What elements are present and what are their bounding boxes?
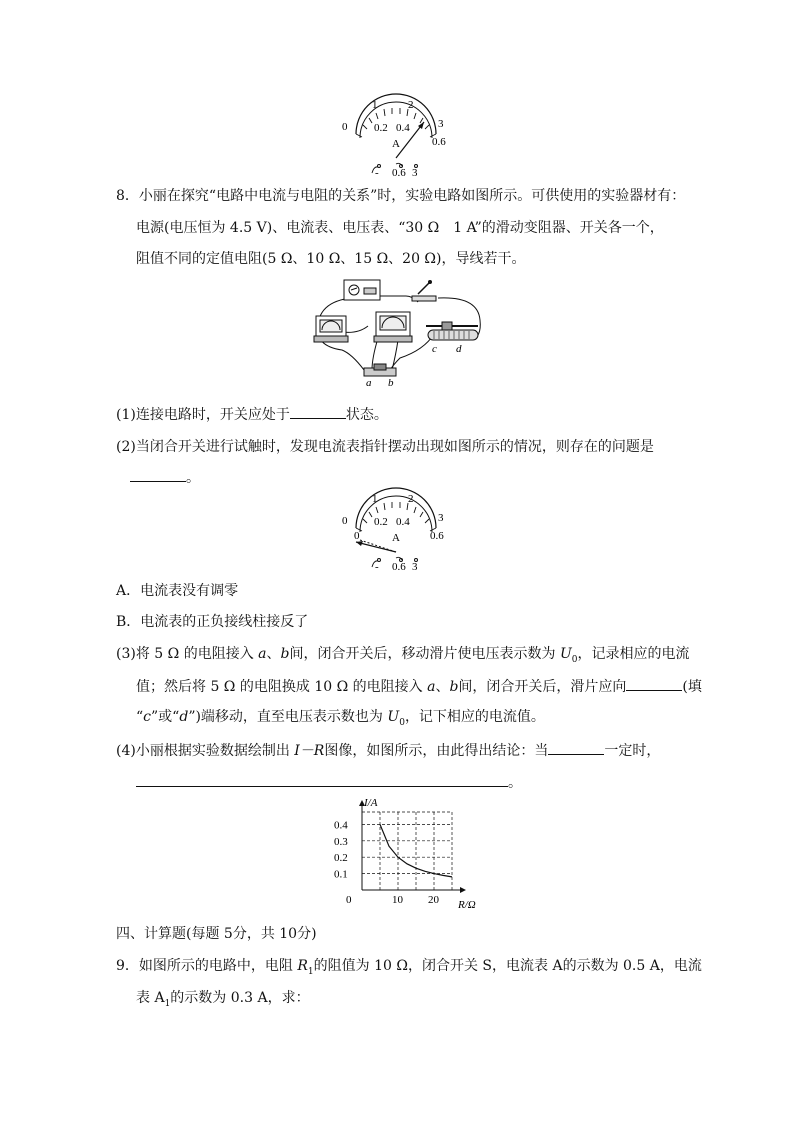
q8-part1: (1)连接电路时，开关应处于 状态。	[116, 404, 388, 425]
q8-part3-line3: “c”或“d”)端移动，直至电压表示数也为 $U_0$，记下相应的电流值。	[136, 709, 545, 728]
circuit-diagram	[302, 274, 488, 390]
unit-label: A	[392, 138, 400, 150]
q8-part2-answer: 。	[130, 467, 200, 488]
q8-part3-line1: (3)将 5 Ω 的电阻接入 a、b间，闭合开关后，移动滑片使电压表示数为 $U_0$，记录相应的电流	[116, 646, 690, 665]
scale-label-02: 0.2	[374, 122, 388, 134]
q8-part4-line1: (4)小丽根据实验数据绘制出 I－R图像，如图所示，由此得出结论：当 一定时，	[116, 740, 660, 761]
ammeter-reversed-figure	[336, 490, 456, 572]
q8-part3-line2: 值；然后将 5 Ω 的电阻换成 10 Ω 的电阻接入 a、b间，闭合开关后，滑片应向 (填	[136, 676, 702, 697]
q8-intro-line3: 阻值不同的定值电阻(5 Ω、10 Ω、15 Ω、20 Ω)，导线若干。	[136, 251, 526, 267]
answer-blank-1[interactable]	[290, 404, 346, 419]
q8-intro-line2: 电源(电压恒为 4.5 V)、电流表、电压表、“30 Ω 1 A”的滑动变阻器、开关各一个，	[136, 220, 664, 236]
q8-part2: (2)当闭合开关进行试触时，发现电流表指针摆动出现如图所示的情况，则存在的问题是	[116, 439, 654, 455]
scale-label-1: 1	[372, 493, 378, 505]
y-tick-label: 0.2	[334, 852, 348, 865]
option-a: A．电流表没有调零	[116, 583, 239, 599]
scale-label-0: 0	[342, 515, 348, 527]
zero-label: 0	[354, 530, 360, 542]
terminal-3: 3	[412, 167, 418, 179]
terminal-06: 0.6	[392, 561, 406, 573]
q9-line2: 表 $A_1$的示数为 0.3 A，求：	[136, 990, 310, 1009]
q9-line1: 9．如图所示的电路中，电阻 $R_1$的阻值为 10 Ω，闭合开关 S，电流表 A的示数为 0.5 A，电流	[116, 958, 702, 977]
q8-part4-line2: 。	[136, 772, 522, 793]
scale-label-2: 2	[408, 99, 414, 111]
section-4-title: 四、计算题(每题 5分，共 10分)	[116, 926, 317, 942]
y-tick-label: 0.1	[334, 868, 348, 881]
label-c: c	[432, 343, 437, 355]
terminal-06: 0.6	[392, 167, 406, 179]
i-r-chart	[322, 796, 476, 914]
answer-blank-2[interactable]	[130, 467, 186, 482]
answer-blank-5[interactable]	[136, 772, 508, 787]
y-axis-label: I/A	[364, 797, 378, 809]
label-a: a	[366, 377, 372, 389]
scale-label-0: 0	[342, 121, 348, 133]
scale-label-06: 0.6	[432, 136, 446, 148]
x-axis-arrow	[460, 887, 466, 893]
scale-label-3: 3	[438, 118, 444, 130]
option-b: B．电流表的正负接线柱接反了	[116, 614, 309, 630]
q8-intro-line1: 8．小丽在探究“电路中电流与电阻的关系”时，实验电路如图所示。可供使用的实验器材有：	[116, 188, 686, 204]
scale-label-3: 3	[438, 512, 444, 524]
answer-blank-3[interactable]	[626, 676, 682, 691]
x-tick-label: 10	[392, 894, 403, 906]
y-tick-label: 0.4	[334, 819, 348, 832]
scale-label-2: 2	[408, 493, 414, 505]
answer-blank-4[interactable]	[548, 740, 604, 755]
scale-label-1: 1	[372, 99, 378, 111]
terminal-neg: -	[375, 561, 379, 573]
x-tick-label: 20	[428, 894, 439, 906]
terminal-3: 3	[412, 561, 418, 573]
y-tick-label: 0.3	[334, 835, 348, 848]
unit-label: A	[392, 532, 400, 544]
x-axis-label: R/Ω	[458, 899, 476, 911]
label-b: b	[388, 377, 394, 389]
scale-label-06: 0.6	[430, 530, 444, 542]
label-d: d	[456, 343, 462, 355]
scale-label-04: 0.4	[396, 516, 410, 528]
terminal-neg: -	[375, 167, 379, 179]
x-tick-label: 0	[346, 894, 352, 906]
ammeter-top-figure	[336, 96, 456, 178]
scale-label-04: 0.4	[396, 122, 410, 134]
scale-label-02: 0.2	[374, 516, 388, 528]
